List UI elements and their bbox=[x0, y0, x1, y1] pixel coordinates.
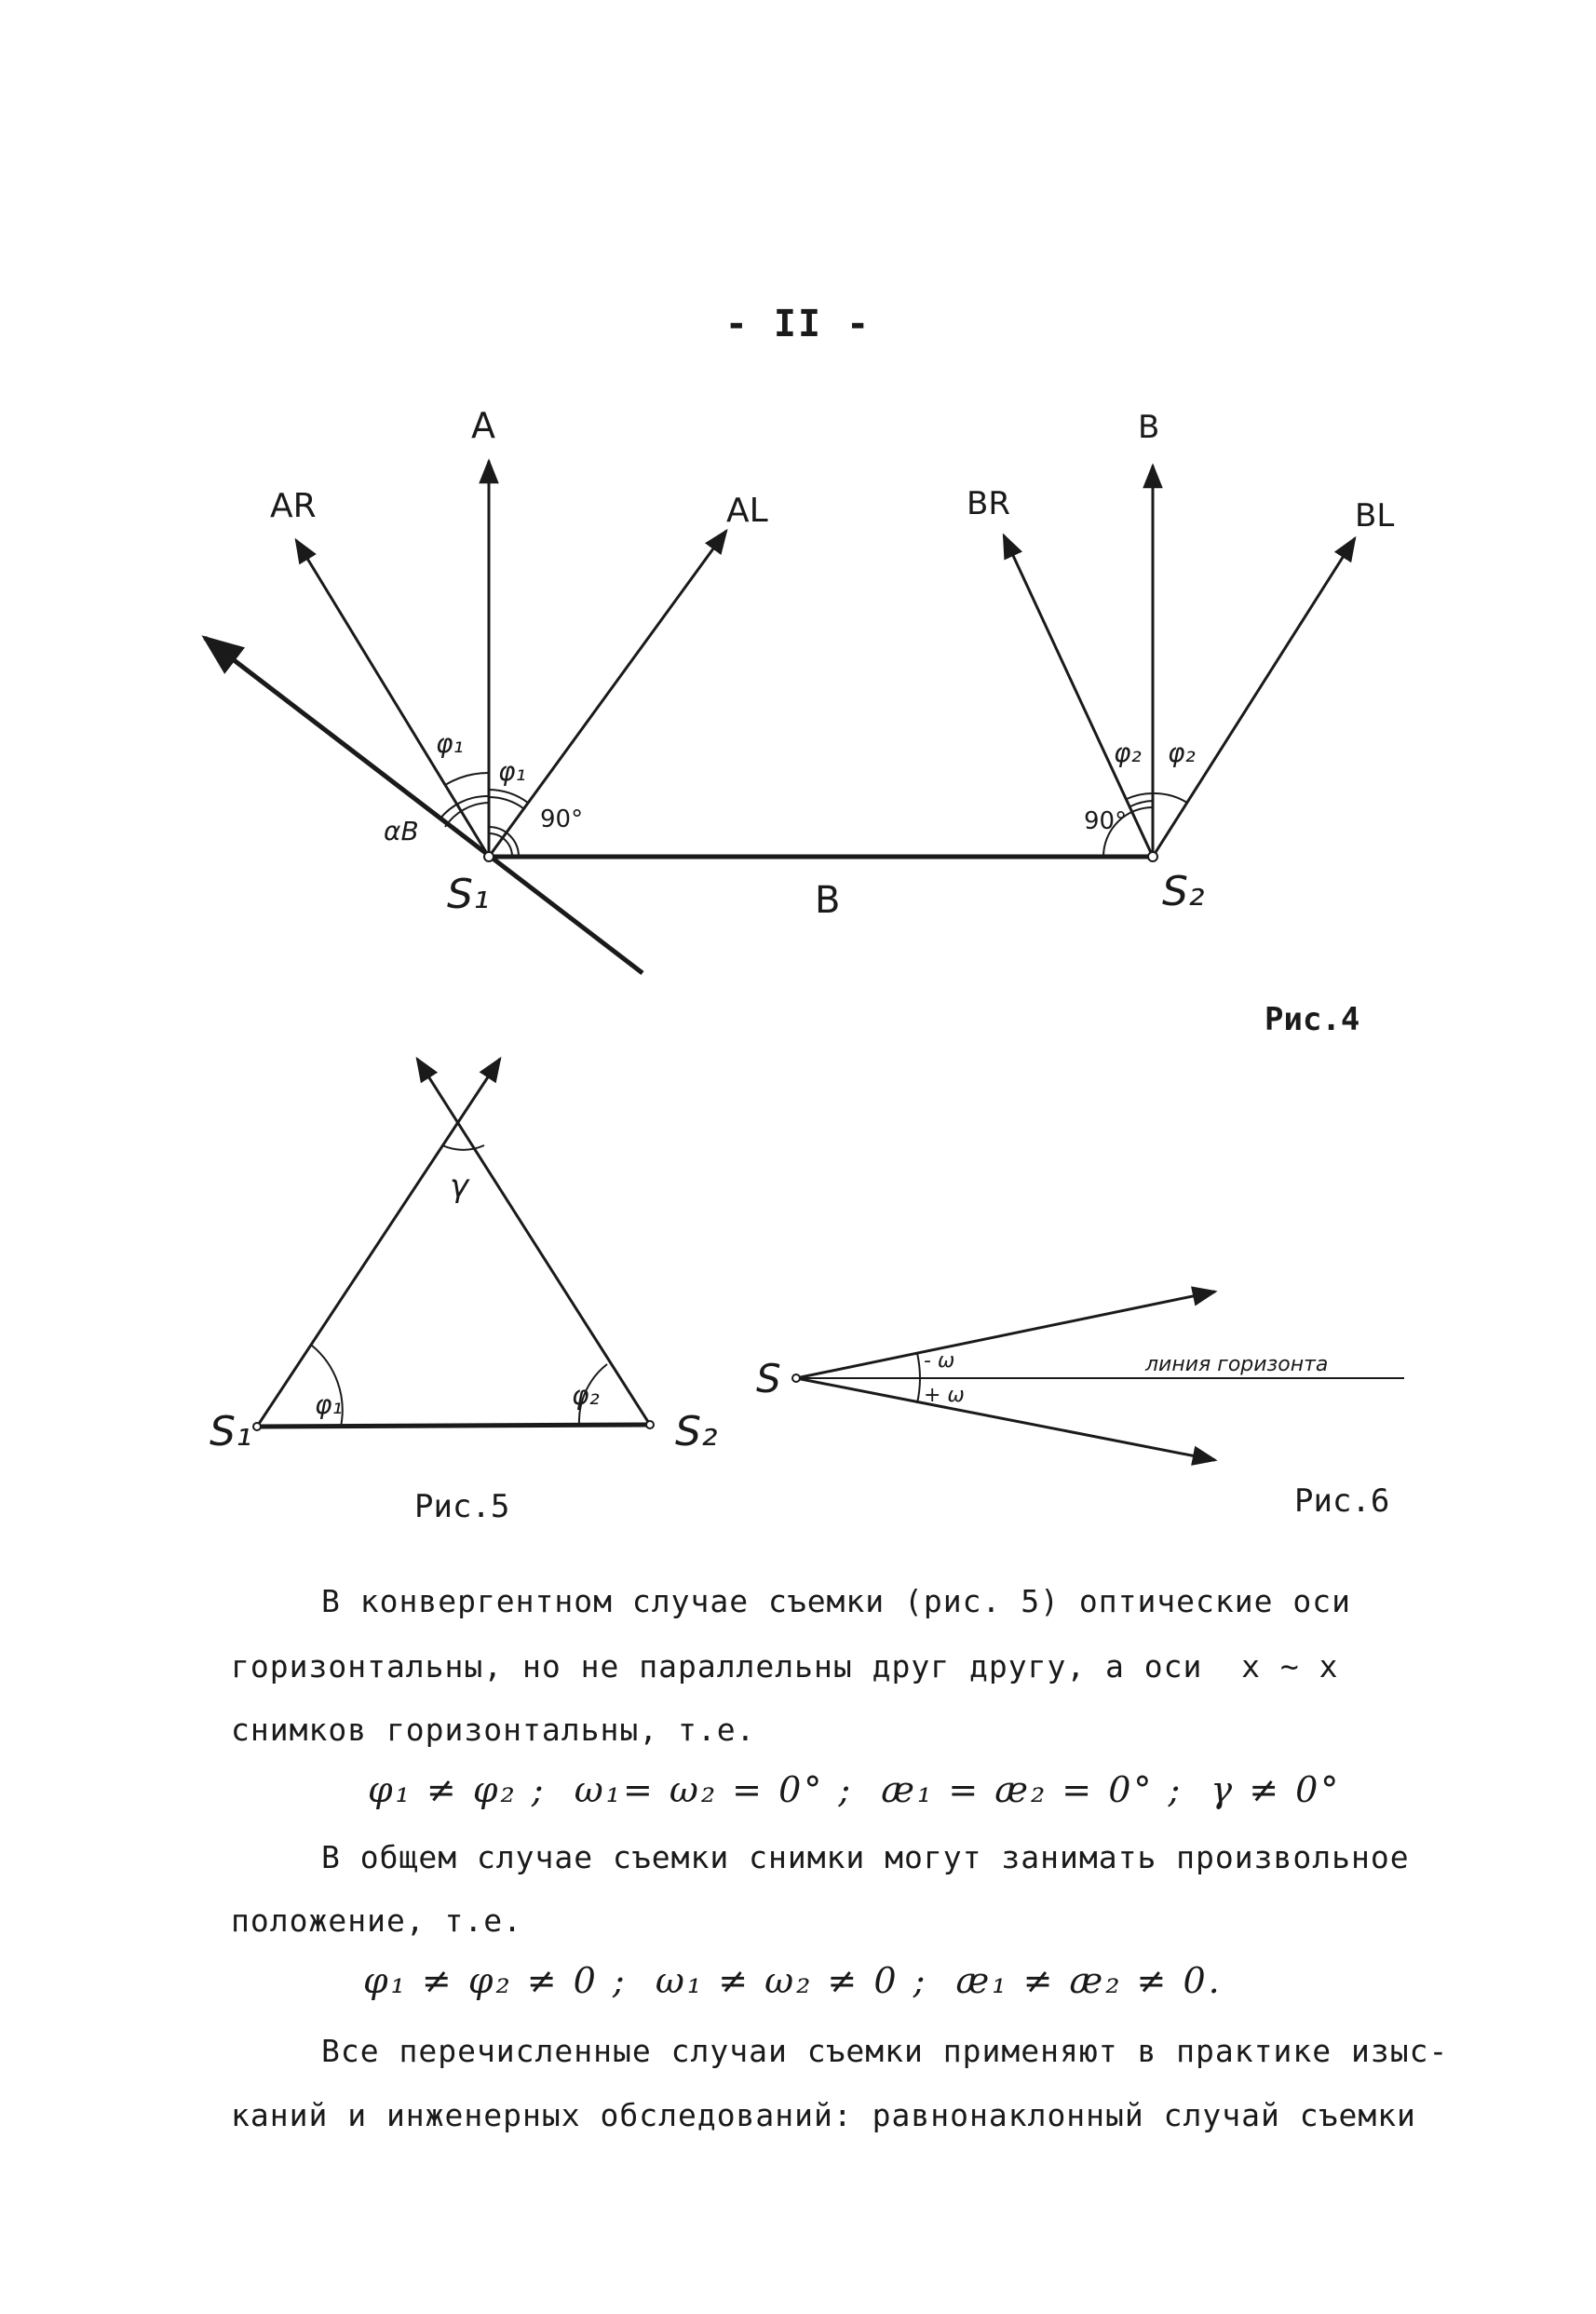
label-plus-omega: + ω bbox=[924, 1384, 965, 1407]
label-90-right: 90° bbox=[1084, 807, 1128, 835]
paragraph-1-line-1: В конвергентном случае съемки (рис. 5) оптические оси bbox=[321, 1583, 1351, 1619]
label-phi1-left: φ₁ bbox=[436, 728, 464, 759]
point-s1-fig5 bbox=[253, 1423, 261, 1430]
figure-6-diagram bbox=[745, 1257, 1434, 1490]
point-s-fig6 bbox=[792, 1374, 800, 1382]
arc-omega-down bbox=[917, 1378, 920, 1403]
label-phi2-left: φ₂ bbox=[1114, 738, 1142, 768]
ray-bl bbox=[1153, 538, 1355, 857]
tri-right-side bbox=[417, 1059, 650, 1425]
label-phi2-fig5: φ₂ bbox=[572, 1380, 600, 1411]
label-gamma: γ bbox=[450, 1168, 469, 1205]
label-b-top: B bbox=[1138, 409, 1160, 446]
formula-general: φ₁ ≠ φ₂ ≠ 0 ; ω₁ ≠ ω₂ ≠ 0 ; æ₁ ≠ æ₂ ≠ 0. bbox=[363, 1960, 1223, 2001]
label-base-b: B bbox=[815, 879, 841, 922]
label-horizon: линия горизонта bbox=[1145, 1353, 1329, 1376]
label-phi1-right: φ₁ bbox=[498, 756, 526, 787]
formula-convergent: φ₁ ≠ φ₂ ; ω₁= ω₂ = 0° ; æ₁ = æ₂ = 0° ; γ ≠ 0° bbox=[368, 1769, 1342, 1810]
label-s2-fig5: S₂ bbox=[675, 1408, 718, 1455]
caption-fig5: Рис.5 bbox=[414, 1488, 510, 1525]
label-phi2-right: φ₂ bbox=[1168, 738, 1196, 768]
label-s1: S₁ bbox=[447, 871, 490, 918]
arc-phi1-right2 bbox=[489, 797, 523, 808]
point-s1 bbox=[484, 852, 494, 861]
arc-gamma bbox=[442, 1145, 484, 1150]
paragraph-1-line-3: снимков горизонтальны, т.е. bbox=[231, 1712, 756, 1748]
tri-left-side bbox=[257, 1059, 500, 1427]
tri-base bbox=[257, 1425, 650, 1427]
arc-omega-up bbox=[917, 1353, 920, 1378]
paragraph-2-line-2: положение, т.е. bbox=[231, 1902, 523, 1939]
page-number: - II - bbox=[724, 303, 872, 345]
label-phi1-fig5: φ₁ bbox=[315, 1389, 343, 1420]
point-s2-fig5 bbox=[646, 1421, 654, 1428]
label-90-left: 90° bbox=[540, 805, 584, 833]
arc-phi1-left bbox=[445, 773, 489, 785]
paragraph-2-line-1: В общем случае съемки снимки могут занимать произвольное bbox=[321, 1839, 1410, 1875]
label-s2: S₂ bbox=[1162, 868, 1205, 915]
label-s1-fig5: S₁ bbox=[210, 1408, 252, 1455]
label-s-fig6: S bbox=[756, 1356, 781, 1401]
ray-down bbox=[796, 1378, 1215, 1460]
ray-al bbox=[489, 531, 726, 857]
label-a: A bbox=[471, 405, 495, 446]
ray-br bbox=[1004, 535, 1153, 857]
label-bl: BL bbox=[1355, 497, 1395, 535]
label-al: AL bbox=[726, 492, 768, 530]
label-ar: AR bbox=[270, 487, 317, 525]
label-br: BR bbox=[967, 485, 1010, 522]
label-minus-omega: - ω bbox=[924, 1349, 955, 1373]
caption-fig4: Рис.4 bbox=[1265, 1001, 1360, 1038]
ray-ar bbox=[296, 540, 489, 857]
caption-fig6: Рис.6 bbox=[1294, 1482, 1390, 1520]
arc-phi2-left bbox=[1127, 793, 1153, 799]
paragraph-3-line-1: Все перечисленные случаи съемки применяют в практике изыс- bbox=[321, 2033, 1449, 2069]
paragraph-3-line-2: каний и инженерных обследований: равнонаклонный случай съемки bbox=[231, 2097, 1416, 2133]
point-s2 bbox=[1148, 852, 1157, 861]
paragraph-1-line-2: горизонтальны, но не параллельны друг другу, а оси x ~ x bbox=[231, 1648, 1339, 1685]
label-alpha: αB bbox=[384, 816, 419, 846]
arc-phi2-left2 bbox=[1130, 801, 1153, 806]
arc-phi2-right bbox=[1153, 793, 1187, 803]
figure-4-diagram bbox=[0, 0, 1596, 1071]
